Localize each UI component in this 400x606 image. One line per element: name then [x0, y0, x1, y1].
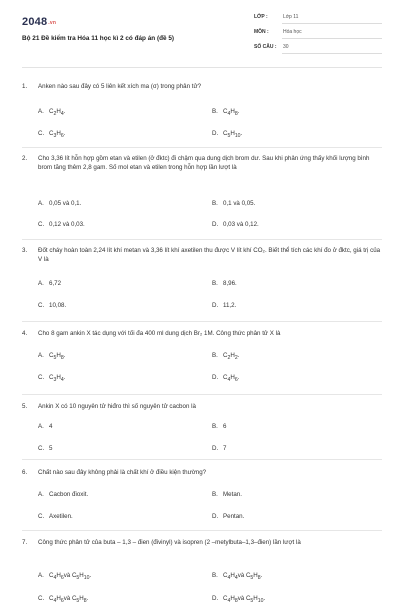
question-divider: [22, 394, 382, 395]
question-text: Cho 8 gam ankin X tác dụng với tối đa 400 ml dung dịch Br₂ 1M. Công thức phân tử X là: [38, 330, 281, 337]
option-b[interactable]: [212, 490, 242, 499]
option-text: $C_4H_6và$ $C_5H_{10}$.: [49, 572, 92, 582]
question-divider: [22, 147, 382, 148]
option-letter: B.: [212, 352, 218, 359]
option-letter: C.: [38, 302, 45, 309]
option-text: 4: [49, 423, 53, 430]
question-number: 7.: [22, 539, 28, 546]
logo-text: 2048: [22, 16, 48, 28]
option-text: $C_5H_{10}$.: [223, 130, 243, 140]
option-letter: A.: [38, 280, 44, 287]
option-d[interactable]: [212, 220, 259, 229]
option-letter: B.: [212, 491, 218, 498]
option-letter: D.: [212, 221, 219, 228]
question-number: 2.: [22, 155, 28, 162]
option-a[interactable]: [38, 279, 61, 288]
option-letter: A.: [38, 200, 44, 207]
option-c[interactable]: [38, 129, 65, 141]
option-c[interactable]: [38, 301, 66, 310]
option-letter: D.: [212, 595, 219, 602]
option-d[interactable]: [212, 129, 242, 141]
question-text: Anken nào sau đây có 5 liên kết xích ma (σ) trong phân tử?: [38, 83, 202, 90]
option-letter: C.: [38, 513, 45, 520]
option-text: Pentan.: [223, 513, 245, 520]
option-text: $C_4H_8$.: [223, 108, 240, 118]
option-text: 10,08.: [49, 302, 67, 309]
option-a[interactable]: [38, 490, 88, 499]
question-divider: [22, 239, 382, 240]
meta-subject: [254, 29, 382, 41]
option-letter: B.: [212, 572, 218, 579]
option-d[interactable]: [212, 512, 244, 521]
question-divider: [22, 321, 382, 322]
option-text: 6,72: [49, 280, 62, 287]
option-b[interactable]: [212, 351, 239, 363]
option-a[interactable]: [38, 199, 81, 208]
question-text: Ankin X có 10 nguyên tử hiđro thì số nguyên tử cacbon là: [38, 403, 196, 410]
question-number: 5.: [22, 403, 28, 410]
subject-label: MÔN :: [254, 29, 269, 35]
question-count-value: 30: [282, 44, 382, 54]
option-letter: A.: [38, 108, 44, 115]
option-d[interactable]: [212, 444, 226, 453]
option-text: 7: [223, 445, 227, 452]
option-c[interactable]: [38, 373, 65, 385]
option-text: $C_2H_4$.: [49, 108, 66, 118]
option-letter: B.: [212, 280, 218, 287]
option-b[interactable]: [212, 571, 262, 583]
option-text: Axetilen.: [49, 513, 73, 520]
document-title: Bộ 21 Đề kiểm tra Hóa 11 học kì 2 có đáp án (đề 5): [22, 35, 175, 42]
option-d[interactable]: [212, 373, 239, 385]
option-b[interactable]: [212, 422, 226, 431]
question-number: 4.: [22, 330, 28, 337]
site-logo[interactable]: [22, 14, 56, 31]
option-c[interactable]: [38, 220, 85, 229]
option-text: 8,96.: [223, 280, 237, 287]
option-a[interactable]: [38, 107, 65, 119]
option-letter: C.: [38, 130, 45, 137]
option-letter: C.: [38, 595, 45, 602]
option-letter: D.: [212, 513, 219, 520]
question-text: Cho 3,36 lít hỗn hợp gồm etan và etilen (ở đktc) đi chậm qua dung dịch brom dư. Sau khi phản ứng thấy khối lượng bình brom tăng thêm 2,8 gam. Số mol etan và etilen trong hỗn hợp lần lượt là: [38, 155, 370, 172]
question-text: Đốt cháy hoàn toàn 2,24 lít khí metan và 3,36 lít khí axetilen thu được V lít khí CO₂. Biết thể tích các khí đo ở đktc, giá trị của V là: [38, 247, 381, 264]
option-c[interactable]: [38, 444, 52, 453]
option-letter: B.: [212, 200, 218, 207]
logo-suffix: .vn: [48, 20, 57, 26]
option-letter: A.: [38, 572, 44, 579]
option-letter: C.: [38, 445, 45, 452]
option-text: $C_5H_8$.: [49, 352, 66, 362]
question-divider: [22, 530, 382, 531]
option-letter: D.: [212, 302, 219, 309]
option-letter: B.: [212, 423, 218, 430]
option-letter: A.: [38, 491, 44, 498]
question-number: 6.: [22, 469, 28, 476]
option-text: 0,1 và 0,05.: [223, 200, 256, 207]
option-a[interactable]: [38, 571, 91, 583]
option-a[interactable]: [38, 351, 65, 363]
option-text: $C_4H_8và$ $C_5H_{10}$.: [223, 595, 266, 605]
option-text: 0,03 và 0,12.: [223, 221, 259, 228]
option-text: 11,2.: [223, 302, 237, 309]
meta-class: [254, 14, 382, 26]
option-text: $C_4H_4và$ $C_5H_8$.: [223, 572, 263, 582]
option-text: $C_4H_6$.: [223, 374, 240, 384]
option-letter: D.: [212, 374, 219, 381]
header-divider: [22, 67, 382, 68]
option-letter: C.: [38, 221, 45, 228]
option-letter: A.: [38, 352, 44, 359]
meta-count: [254, 44, 382, 56]
option-letter: D.: [212, 445, 219, 452]
question-text: Công thức phân tử của buta – 1,3 – đien (đivinyl) và isopren (2 –metylbuta–1,3–đien) lần lượt là: [38, 539, 301, 546]
option-text: $C_4H_6và$ $C_5H_8$.: [49, 595, 89, 605]
question-text: Chất nào sau đây không phải là chất khí ở điều kiện thường?: [38, 469, 207, 476]
option-letter: A.: [38, 423, 44, 430]
option-text: $C_3H_4$.: [49, 374, 66, 384]
question-count-label: SỐ CÂU :: [254, 44, 277, 50]
document-header: [22, 12, 382, 64]
class-value: Lớp 11: [282, 14, 382, 24]
option-c[interactable]: [38, 512, 73, 521]
option-text: 0,05 và 0,1.: [49, 200, 82, 207]
question-number: 3.: [22, 247, 28, 254]
option-a[interactable]: [38, 422, 52, 431]
option-b[interactable]: [212, 279, 237, 288]
option-letter: C.: [38, 374, 45, 381]
option-text: $C_3H_6$.: [49, 130, 66, 140]
option-text: Cacbon đioxit.: [49, 491, 89, 498]
question-number: 1.: [22, 83, 28, 90]
subject-value: Hóa học: [282, 29, 382, 39]
option-d[interactable]: [212, 594, 265, 606]
option-b[interactable]: [212, 107, 239, 119]
option-text: Metan.: [223, 491, 242, 498]
option-b[interactable]: [212, 199, 255, 208]
option-text: $C_2H_2$.: [223, 352, 240, 362]
option-c[interactable]: [38, 594, 88, 606]
option-text: 6: [223, 423, 227, 430]
option-d[interactable]: [212, 301, 236, 310]
option-letter: B.: [212, 108, 218, 115]
option-text: 0,12 và 0,03.: [49, 221, 85, 228]
option-text: 5: [49, 445, 53, 452]
option-letter: D.: [212, 130, 219, 137]
question-divider: [22, 459, 382, 460]
class-label: LỚP :: [254, 14, 268, 20]
